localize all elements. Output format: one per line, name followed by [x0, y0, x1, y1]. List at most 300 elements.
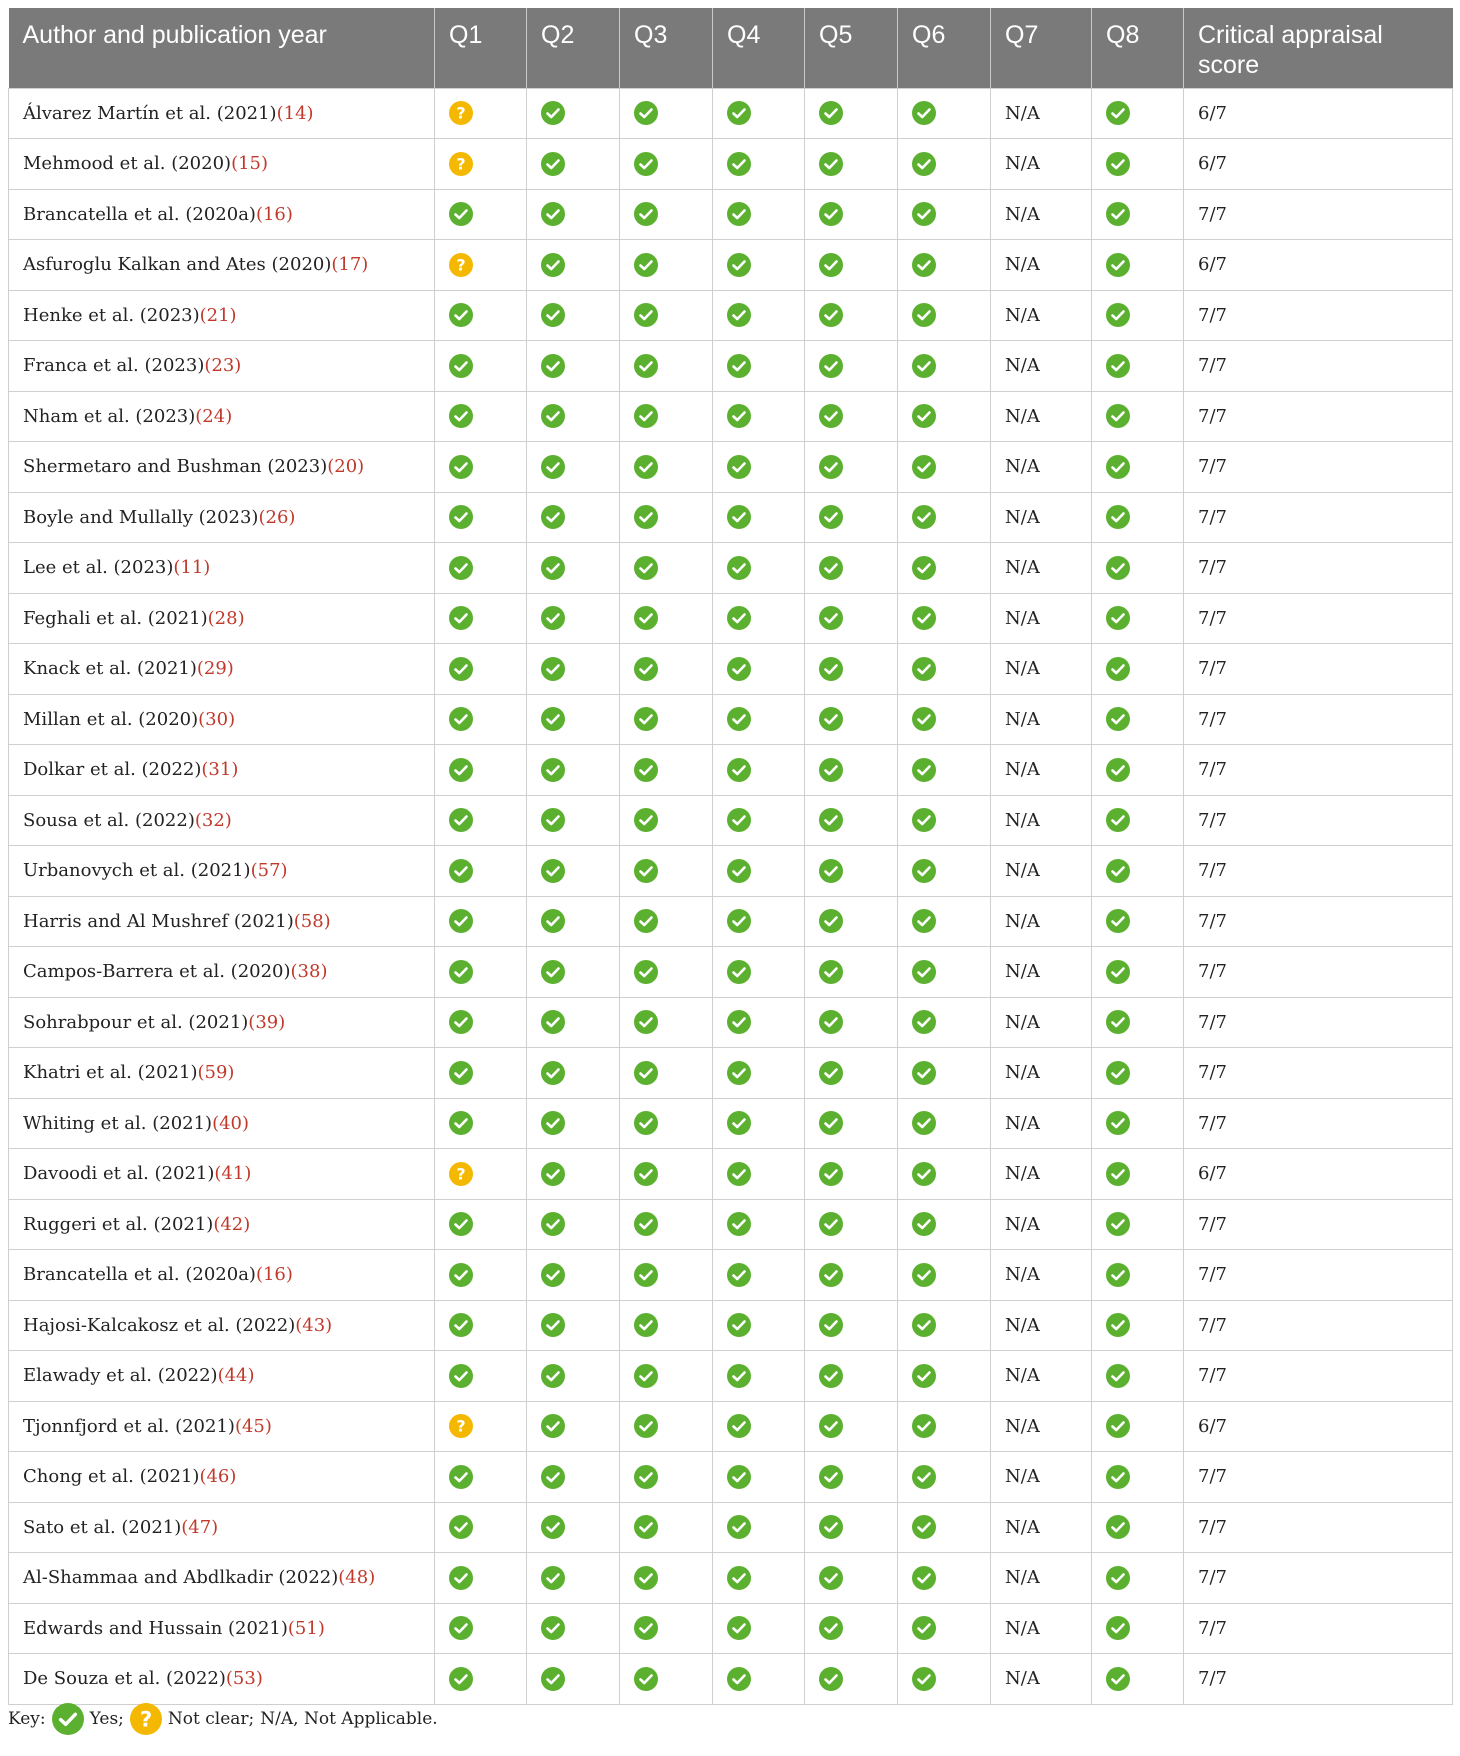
check-circle-icon	[449, 354, 473, 378]
check-circle-icon	[727, 1414, 751, 1438]
q7-na-cell: N/A	[991, 593, 1092, 644]
q8-cell	[1092, 442, 1184, 493]
q5-cell	[805, 694, 898, 745]
check-circle-icon	[1106, 606, 1130, 630]
score-cell: 7/7	[1184, 1553, 1453, 1604]
check-circle-icon	[449, 404, 473, 428]
author-name: Harris and Al Mushref (2021)	[23, 910, 294, 932]
check-circle-icon	[634, 556, 658, 580]
check-circle-icon	[541, 1111, 565, 1135]
reference-link[interactable]: (39)	[248, 1011, 286, 1033]
q8-cell	[1092, 1401, 1184, 1452]
score-cell: 7/7	[1184, 694, 1453, 745]
q7-na-cell: N/A	[991, 846, 1092, 897]
check-circle-icon	[912, 1465, 936, 1489]
check-circle-icon	[634, 1061, 658, 1085]
q7-na-cell: N/A	[991, 947, 1092, 998]
q7-na-cell: N/A	[991, 644, 1092, 695]
q5-cell	[805, 391, 898, 442]
q6-cell	[898, 1603, 991, 1654]
author-name: Brancatella et al. (2020a)	[23, 1264, 256, 1286]
reference-link[interactable]: (51)	[287, 1617, 325, 1639]
header-q4: Q4	[713, 8, 805, 88]
q1-cell	[435, 88, 527, 139]
check-circle-icon	[819, 455, 843, 479]
check-circle-icon	[541, 455, 565, 479]
reference-link[interactable]: (21)	[199, 304, 237, 326]
q1-cell	[435, 492, 527, 543]
q8-cell	[1092, 1502, 1184, 1553]
q1-cell	[435, 1654, 527, 1705]
check-circle-icon	[541, 505, 565, 529]
question-circle-icon	[449, 1162, 473, 1186]
check-circle-icon	[449, 808, 473, 832]
check-circle-icon	[541, 859, 565, 883]
q5-cell	[805, 593, 898, 644]
check-circle-icon	[1106, 859, 1130, 883]
reference-link[interactable]: (16)	[255, 203, 293, 225]
check-circle-icon	[1106, 556, 1130, 580]
author-cell	[9, 1250, 435, 1301]
q1-cell	[435, 189, 527, 240]
author-cell	[9, 1603, 435, 1654]
reference-link[interactable]: (23)	[204, 355, 242, 377]
author-name: Ruggeri et al. (2021)	[23, 1213, 214, 1235]
check-circle-icon	[1106, 1263, 1130, 1287]
score-cell: 7/7	[1184, 492, 1453, 543]
check-circle-icon	[1106, 455, 1130, 479]
q7-na-cell: N/A	[991, 745, 1092, 796]
author-cell	[9, 341, 435, 392]
author-cell	[9, 492, 435, 543]
author-cell	[9, 896, 435, 947]
table-row	[9, 341, 1453, 392]
check-circle-icon	[634, 707, 658, 731]
author-name: Boyle and Mullally (2023)	[23, 506, 259, 528]
reference-link[interactable]: (59)	[197, 1062, 235, 1084]
q1-cell	[435, 1502, 527, 1553]
check-circle-icon	[1106, 202, 1130, 226]
check-circle-icon	[912, 1515, 936, 1539]
header-row	[9, 8, 1453, 88]
check-circle-icon	[449, 1364, 473, 1388]
check-circle-icon	[634, 960, 658, 984]
check-circle-icon	[634, 202, 658, 226]
q8-cell	[1092, 1199, 1184, 1250]
author-name: Asfuroglu Kalkan and Ates (2020)	[23, 254, 332, 276]
check-circle-icon	[1106, 1313, 1130, 1337]
q5-cell	[805, 1250, 898, 1301]
q8-cell	[1092, 846, 1184, 897]
check-circle-icon	[1106, 253, 1130, 277]
check-circle-icon	[819, 1010, 843, 1034]
reference-link[interactable]: (16)	[255, 1264, 293, 1286]
check-circle-icon	[912, 909, 936, 933]
check-circle-icon	[727, 909, 751, 933]
q1-cell	[435, 1250, 527, 1301]
score-cell: 7/7	[1184, 543, 1453, 594]
table-row	[9, 240, 1453, 291]
question-circle-icon	[449, 253, 473, 277]
q6-cell	[898, 997, 991, 1048]
reference-link[interactable]: (58)	[293, 910, 331, 932]
q3-cell	[620, 997, 713, 1048]
q7-na-cell: N/A	[991, 896, 1092, 947]
check-circle-icon	[634, 606, 658, 630]
check-circle-icon	[634, 1667, 658, 1691]
author-cell	[9, 1199, 435, 1250]
score-cell: 7/7	[1184, 442, 1453, 493]
q3-cell	[620, 644, 713, 695]
check-circle-icon	[727, 657, 751, 681]
check-circle-icon	[634, 1162, 658, 1186]
check-circle-icon	[634, 1111, 658, 1135]
q2-cell	[527, 1250, 620, 1301]
q2-cell	[527, 997, 620, 1048]
table-row	[9, 1199, 1453, 1250]
check-circle-icon	[912, 606, 936, 630]
author-cell	[9, 1452, 435, 1503]
q5-cell	[805, 846, 898, 897]
check-circle-icon	[819, 859, 843, 883]
check-circle-icon	[541, 556, 565, 580]
check-circle-icon	[1106, 1414, 1130, 1438]
author-name: Sousa et al. (2022)	[23, 809, 195, 831]
reference-link[interactable]: (29)	[196, 658, 234, 680]
table-row	[9, 1300, 1453, 1351]
q4-cell	[713, 1401, 805, 1452]
q7-na-cell: N/A	[991, 1502, 1092, 1553]
q1-cell	[435, 1452, 527, 1503]
check-circle-icon	[819, 1162, 843, 1186]
q5-cell	[805, 290, 898, 341]
score-cell: 7/7	[1184, 896, 1453, 947]
q2-cell	[527, 947, 620, 998]
check-circle-icon	[449, 1111, 473, 1135]
reference-link[interactable]: (31)	[201, 759, 239, 781]
check-circle-icon	[819, 152, 843, 176]
check-circle-icon	[912, 1111, 936, 1135]
score-cell: 7/7	[1184, 846, 1453, 897]
q3-cell	[620, 1553, 713, 1604]
reference-link[interactable]: (57)	[250, 860, 288, 882]
check-circle-icon	[727, 707, 751, 731]
reference-link[interactable]: (43)	[295, 1314, 333, 1336]
author-name: Dolkar et al. (2022)	[23, 759, 202, 781]
author-cell	[9, 644, 435, 695]
score-cell: 6/7	[1184, 139, 1453, 190]
q3-cell	[620, 745, 713, 796]
check-circle-icon	[727, 1212, 751, 1236]
header-author: Author and publication year	[9, 8, 435, 88]
check-circle-icon	[541, 1667, 565, 1691]
check-circle-icon	[912, 1414, 936, 1438]
table-row	[9, 947, 1453, 998]
score-cell: 7/7	[1184, 1502, 1453, 1553]
reference-link[interactable]: (44)	[217, 1365, 255, 1387]
q1-cell	[435, 1603, 527, 1654]
reference-link[interactable]: (20)	[327, 456, 365, 478]
check-circle-icon	[727, 505, 751, 529]
author-cell	[9, 1654, 435, 1705]
q5-cell	[805, 1351, 898, 1402]
author-cell	[9, 1553, 435, 1604]
score-cell: 7/7	[1184, 1250, 1453, 1301]
q8-cell	[1092, 795, 1184, 846]
reference-link[interactable]: (14)	[276, 102, 314, 124]
reference-link[interactable]: (26)	[258, 506, 296, 528]
check-circle-icon	[634, 354, 658, 378]
q4-cell	[713, 189, 805, 240]
q8-cell	[1092, 1654, 1184, 1705]
table-row	[9, 139, 1453, 190]
check-circle-icon	[541, 253, 565, 277]
check-circle-icon	[541, 404, 565, 428]
svg-text:?: ?	[456, 255, 466, 275]
check-circle-icon	[912, 1010, 936, 1034]
author-cell	[9, 1502, 435, 1553]
check-circle-icon	[819, 303, 843, 327]
check-circle-icon	[912, 758, 936, 782]
author-cell	[9, 1401, 435, 1452]
author-cell	[9, 290, 435, 341]
table-row	[9, 1098, 1453, 1149]
q6-cell	[898, 139, 991, 190]
q4-cell	[713, 139, 805, 190]
q4-cell	[713, 1553, 805, 1604]
check-circle-icon	[1106, 1667, 1130, 1691]
check-circle-icon	[819, 657, 843, 681]
check-circle-icon	[912, 808, 936, 832]
reference-link[interactable]: (41)	[214, 1163, 252, 1185]
q6-cell	[898, 492, 991, 543]
score-cell: 7/7	[1184, 745, 1453, 796]
check-circle-icon	[819, 1616, 843, 1640]
q2-cell	[527, 492, 620, 543]
reference-link[interactable]: (15)	[231, 153, 269, 175]
reference-link[interactable]: (17)	[331, 254, 369, 276]
q2-cell	[527, 745, 620, 796]
check-circle-icon	[819, 1667, 843, 1691]
check-circle-icon	[727, 253, 751, 277]
q3-cell	[620, 1351, 713, 1402]
check-circle-icon	[634, 152, 658, 176]
q4-cell	[713, 997, 805, 1048]
check-circle-icon	[541, 657, 565, 681]
q1-cell	[435, 1149, 527, 1200]
q7-na-cell: N/A	[991, 492, 1092, 543]
check-circle-icon	[449, 657, 473, 681]
q7-na-cell: N/A	[991, 1603, 1092, 1654]
check-circle-icon	[541, 1364, 565, 1388]
check-circle-icon	[634, 758, 658, 782]
check-circle-icon	[819, 758, 843, 782]
author-name: Tjonnfjord et al. (2021)	[23, 1415, 235, 1437]
check-circle-icon	[819, 1212, 843, 1236]
q2-cell	[527, 795, 620, 846]
check-circle-icon	[1106, 1061, 1130, 1085]
check-circle-icon	[819, 1364, 843, 1388]
reference-link[interactable]: (28)	[207, 607, 245, 629]
q4-cell	[713, 694, 805, 745]
q1-cell	[435, 745, 527, 796]
q4-cell	[713, 947, 805, 998]
check-circle-icon	[819, 505, 843, 529]
check-circle-icon	[449, 505, 473, 529]
q3-cell	[620, 795, 713, 846]
table-row	[9, 391, 1453, 442]
table-row	[9, 1452, 1453, 1503]
header-q1: Q1	[435, 8, 527, 88]
author-name: Feghali et al. (2021)	[23, 607, 208, 629]
check-circle-icon	[541, 1465, 565, 1489]
q8-cell	[1092, 1149, 1184, 1200]
q2-cell	[527, 1553, 620, 1604]
q8-cell	[1092, 997, 1184, 1048]
q5-cell	[805, 442, 898, 493]
author-name: Álvarez Martín et al. (2021)	[23, 102, 277, 124]
q5-cell	[805, 997, 898, 1048]
reference-link[interactable]: (30)	[198, 708, 236, 730]
reference-link[interactable]: (40)	[212, 1112, 250, 1134]
reference-link[interactable]: (46)	[199, 1466, 237, 1488]
q5-cell	[805, 341, 898, 392]
q6-cell	[898, 1401, 991, 1452]
q4-cell	[713, 1199, 805, 1250]
reference-link[interactable]: (32)	[194, 809, 232, 831]
q1-cell	[435, 1300, 527, 1351]
reference-link[interactable]: (53)	[225, 1668, 263, 1690]
q3-cell	[620, 1098, 713, 1149]
q8-cell	[1092, 189, 1184, 240]
check-circle-icon	[819, 1414, 843, 1438]
table-row	[9, 189, 1453, 240]
check-circle-icon	[634, 1313, 658, 1337]
check-circle-icon	[1106, 1111, 1130, 1135]
check-circle-icon	[727, 404, 751, 428]
q7-na-cell: N/A	[991, 795, 1092, 846]
table-row	[9, 1401, 1453, 1452]
q5-cell	[805, 1048, 898, 1099]
svg-text:?: ?	[456, 103, 466, 123]
reference-link[interactable]: (24)	[195, 405, 233, 427]
q2-cell	[527, 240, 620, 291]
reference-link[interactable]: (42)	[213, 1213, 251, 1235]
header-q5: Q5	[805, 8, 898, 88]
q1-cell	[435, 1098, 527, 1149]
author-name: Sohrabpour et al. (2021)	[23, 1011, 249, 1033]
q2-cell	[527, 391, 620, 442]
check-circle-icon	[541, 101, 565, 125]
q8-cell	[1092, 1300, 1184, 1351]
q8-cell	[1092, 1553, 1184, 1604]
q8-cell	[1092, 240, 1184, 291]
author-cell	[9, 1300, 435, 1351]
table-row	[9, 1250, 1453, 1301]
reference-link[interactable]: (47)	[181, 1516, 219, 1538]
q6-cell	[898, 1149, 991, 1200]
author-name: Mehmood et al. (2020)	[23, 153, 232, 175]
q3-cell	[620, 1199, 713, 1250]
check-circle-icon	[449, 1667, 473, 1691]
author-cell	[9, 694, 435, 745]
check-circle-icon	[912, 1616, 936, 1640]
table-row	[9, 1502, 1453, 1553]
q3-cell	[620, 593, 713, 644]
check-circle-icon	[912, 505, 936, 529]
check-circle-icon	[727, 1010, 751, 1034]
table-row	[9, 795, 1453, 846]
q7-na-cell: N/A	[991, 1300, 1092, 1351]
q5-cell	[805, 1199, 898, 1250]
q8-cell	[1092, 1098, 1184, 1149]
author-name: Edwards and Hussain (2021)	[23, 1617, 288, 1639]
author-cell	[9, 997, 435, 1048]
score-cell: 7/7	[1184, 997, 1453, 1048]
q6-cell	[898, 644, 991, 695]
q8-cell	[1092, 391, 1184, 442]
check-circle-icon	[727, 202, 751, 226]
q8-cell	[1092, 1351, 1184, 1402]
check-circle-icon	[634, 808, 658, 832]
check-circle-icon	[449, 303, 473, 327]
author-name: De Souza et al. (2022)	[23, 1668, 226, 1690]
q4-cell	[713, 88, 805, 139]
appraisal-table-container	[8, 8, 1452, 1705]
reference-link[interactable]: (38)	[290, 961, 328, 983]
q7-na-cell: N/A	[991, 543, 1092, 594]
q7-na-cell: N/A	[991, 1401, 1092, 1452]
check-circle-icon	[541, 1313, 565, 1337]
check-circle-icon	[634, 1414, 658, 1438]
check-circle-icon	[449, 1263, 473, 1287]
header-q2: Q2	[527, 8, 620, 88]
check-circle-icon	[819, 1263, 843, 1287]
q5-cell	[805, 88, 898, 139]
check-circle-icon	[634, 1465, 658, 1489]
score-cell: 7/7	[1184, 189, 1453, 240]
reference-link[interactable]: (45)	[234, 1415, 272, 1437]
check-circle-icon	[912, 1061, 936, 1085]
table-row	[9, 1048, 1453, 1099]
check-circle-icon	[634, 253, 658, 277]
q7-na-cell: N/A	[991, 1452, 1092, 1503]
check-circle-icon	[727, 101, 751, 125]
score-cell: 7/7	[1184, 593, 1453, 644]
q7-na-cell: N/A	[991, 1048, 1092, 1099]
q1-cell	[435, 1351, 527, 1402]
q2-cell	[527, 88, 620, 139]
q8-cell	[1092, 745, 1184, 796]
q7-na-cell: N/A	[991, 442, 1092, 493]
q6-cell	[898, 1250, 991, 1301]
check-circle-icon	[819, 960, 843, 984]
q3-cell	[620, 290, 713, 341]
q3-cell	[620, 1654, 713, 1705]
check-circle-icon	[541, 1010, 565, 1034]
reference-link[interactable]: (48)	[338, 1567, 376, 1589]
author-name: Urbanovych et al. (2021)	[23, 860, 251, 882]
author-cell	[9, 88, 435, 139]
q4-cell	[713, 1250, 805, 1301]
q7-na-cell: N/A	[991, 997, 1092, 1048]
check-circle-icon	[819, 707, 843, 731]
reference-link[interactable]: (11)	[173, 557, 211, 579]
table-key	[8, 1703, 438, 1735]
q4-cell	[713, 543, 805, 594]
check-circle-icon	[727, 960, 751, 984]
check-circle-icon	[727, 556, 751, 580]
